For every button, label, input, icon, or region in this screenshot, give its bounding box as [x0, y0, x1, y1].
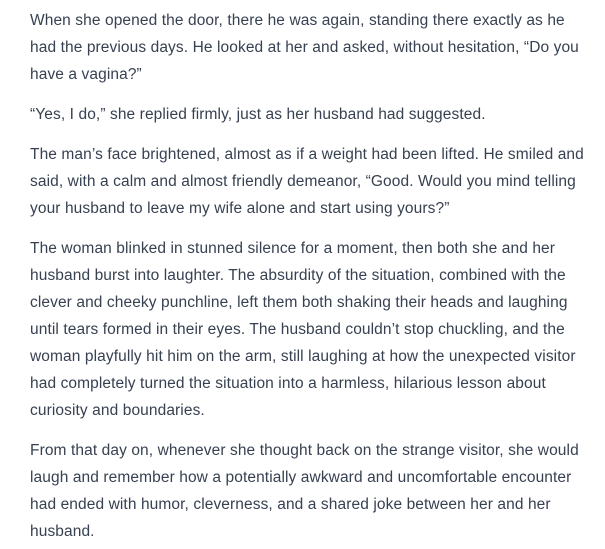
paragraph: From that day on, whenever she thought back on the strange visitor, she would laugh and remember how a potentially awkward and uncomfortable encounter had ended with humor, cleverness, and a shared joke between her and her husband.	[30, 442, 579, 540]
paragraph: The woman blinked in stunned silence for a moment, then both she and her husband burst into laughter. The absurdity of the situation, combined with the clever and cheeky punchline, left them both shaking their heads and laughing until tears formed in their eyes. The husband couldn’t stop chuckling, and the woman playfully hit him on the arm, still laughing at how the unexpected visitor had completely turned the situation into a harmless, hilarious lesson about curiosity and boundaries.	[30, 240, 576, 419]
paragraph: “Yes, I do,” she replied firmly, just as her husband had suggested.	[30, 106, 486, 123]
paragraph: The man’s face brightened, almost as if a weight had been lifted. He smiled and said, with a calm and almost friendly demeanor, “Good. Would you mind telling your husband to leave my wife alone and start using yours?”	[30, 146, 584, 217]
paragraph: When she opened the door, there he was again, standing there exactly as he had the previous days. He looked at her and asked, without hesitation, “Do you have a vagina?”	[30, 12, 579, 83]
